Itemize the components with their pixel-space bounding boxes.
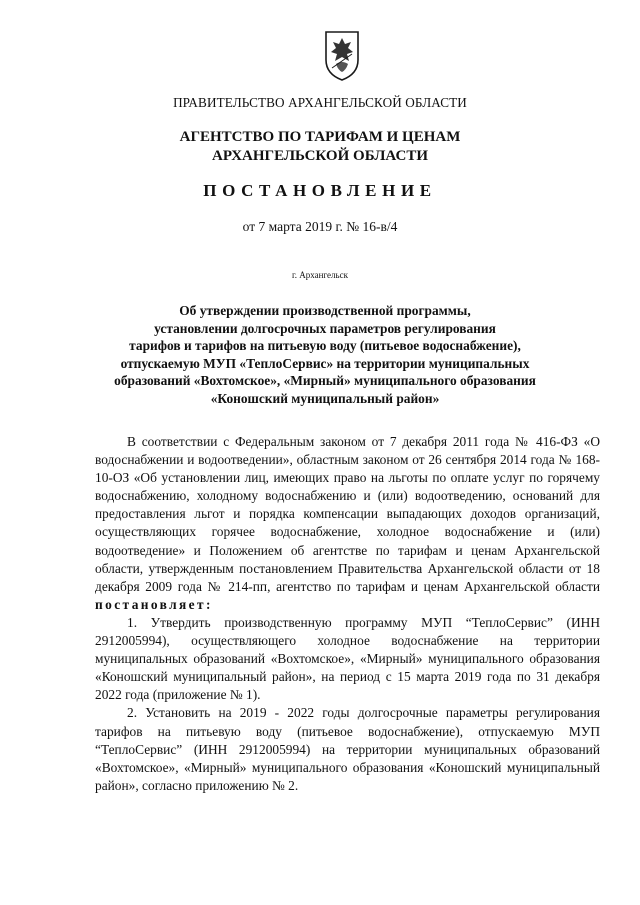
item-1-paragraph: 1. Утвердить производственную программу МУП “ТеплоСервис” (ИНН 2912005994), осуществляющего холодное водоснабжение на территории муниципальных образований «Вохтомское», «Мирный» муниципального образования «Коношский муниципальный район», на период с 15 марта 2019 года по 31 декабря 2022 года (приложение № 1). bbox=[95, 614, 600, 703]
agency-name-line-1: АГЕНТСТВО ПО ТАРИФАМ И ЦЕНАМ bbox=[179, 129, 461, 145]
coat-of-arms-icon bbox=[322, 30, 362, 82]
title-line: Об утверждении производственной программы, bbox=[179, 303, 471, 318]
title-line: установлении долгосрочных параметров регулирования bbox=[154, 320, 496, 336]
preamble-text: В соответствии с Федеральным законом от 7 декабря 2011 года № 416-ФЗ «О водоснабжении и водоотведении», областным законом от 26 сентября 2014 года № 168-10-ОЗ «Об установлении лиц, имеющих право на льготы по оплате услуг по горячему водоснабжению, холодному водоснабжению и (или) водоотведению, оснований для предоставления льгот и порядка компенсации выпадающих доходов организаций, осуществляющих горячее водоснабжение, холодное водоснабжение и (или) водоотведение» и Положением об агентстве по тарифам и ценам Архангельской области, утвержденным постановлением Правительства Архангельской области от 18 декабря 2009 года № 214-пп, агентство по тарифам и ценам Архангельской области bbox=[95, 434, 600, 594]
document-type: ПОСТАНОВЛЕНИЕ bbox=[203, 181, 437, 200]
item-2-paragraph: 2. Установить на 2019 - 2022 годы долгосрочные параметры регулирования тарифов на питьевую воду (питьевое водоснабжение), отпускаемую МУП “ТеплоСервис” (ИНН 2912005994) на территории муниципальных образований «Вохтомское», «Мирный» муниципального образования «Коношский муниципальный район», согласно приложению № 2. bbox=[95, 705, 600, 793]
title-line: образований «Вохтомское», «Мирный» муниципального образования bbox=[114, 373, 536, 388]
document-date-number: от 7 марта 2019 г. № 16-в/4 bbox=[242, 219, 398, 234]
title-line: тарифов и тарифов на питьевую воду (питьевое водоснабжение), bbox=[129, 338, 521, 353]
title-line: отпускаемую МУП «ТеплоСервис» на территории муниципальных bbox=[120, 355, 530, 371]
preamble-paragraph bbox=[95, 433, 600, 614]
document-title bbox=[60, 302, 590, 407]
title-line: «Коношский муниципальный район» bbox=[210, 390, 440, 406]
agency-name-line-2: АРХАНГЕЛЬСКОЙ ОБЛАСТИ bbox=[212, 148, 428, 164]
document-city: г. Архангельск bbox=[292, 270, 348, 280]
decree-word: постановляет: bbox=[95, 596, 213, 612]
government-name: ПРАВИТЕЛЬСТВО АРХАНГЕЛЬСКОЙ ОБЛАСТИ bbox=[173, 95, 467, 110]
document-body bbox=[95, 433, 600, 795]
agency-name bbox=[0, 128, 640, 166]
